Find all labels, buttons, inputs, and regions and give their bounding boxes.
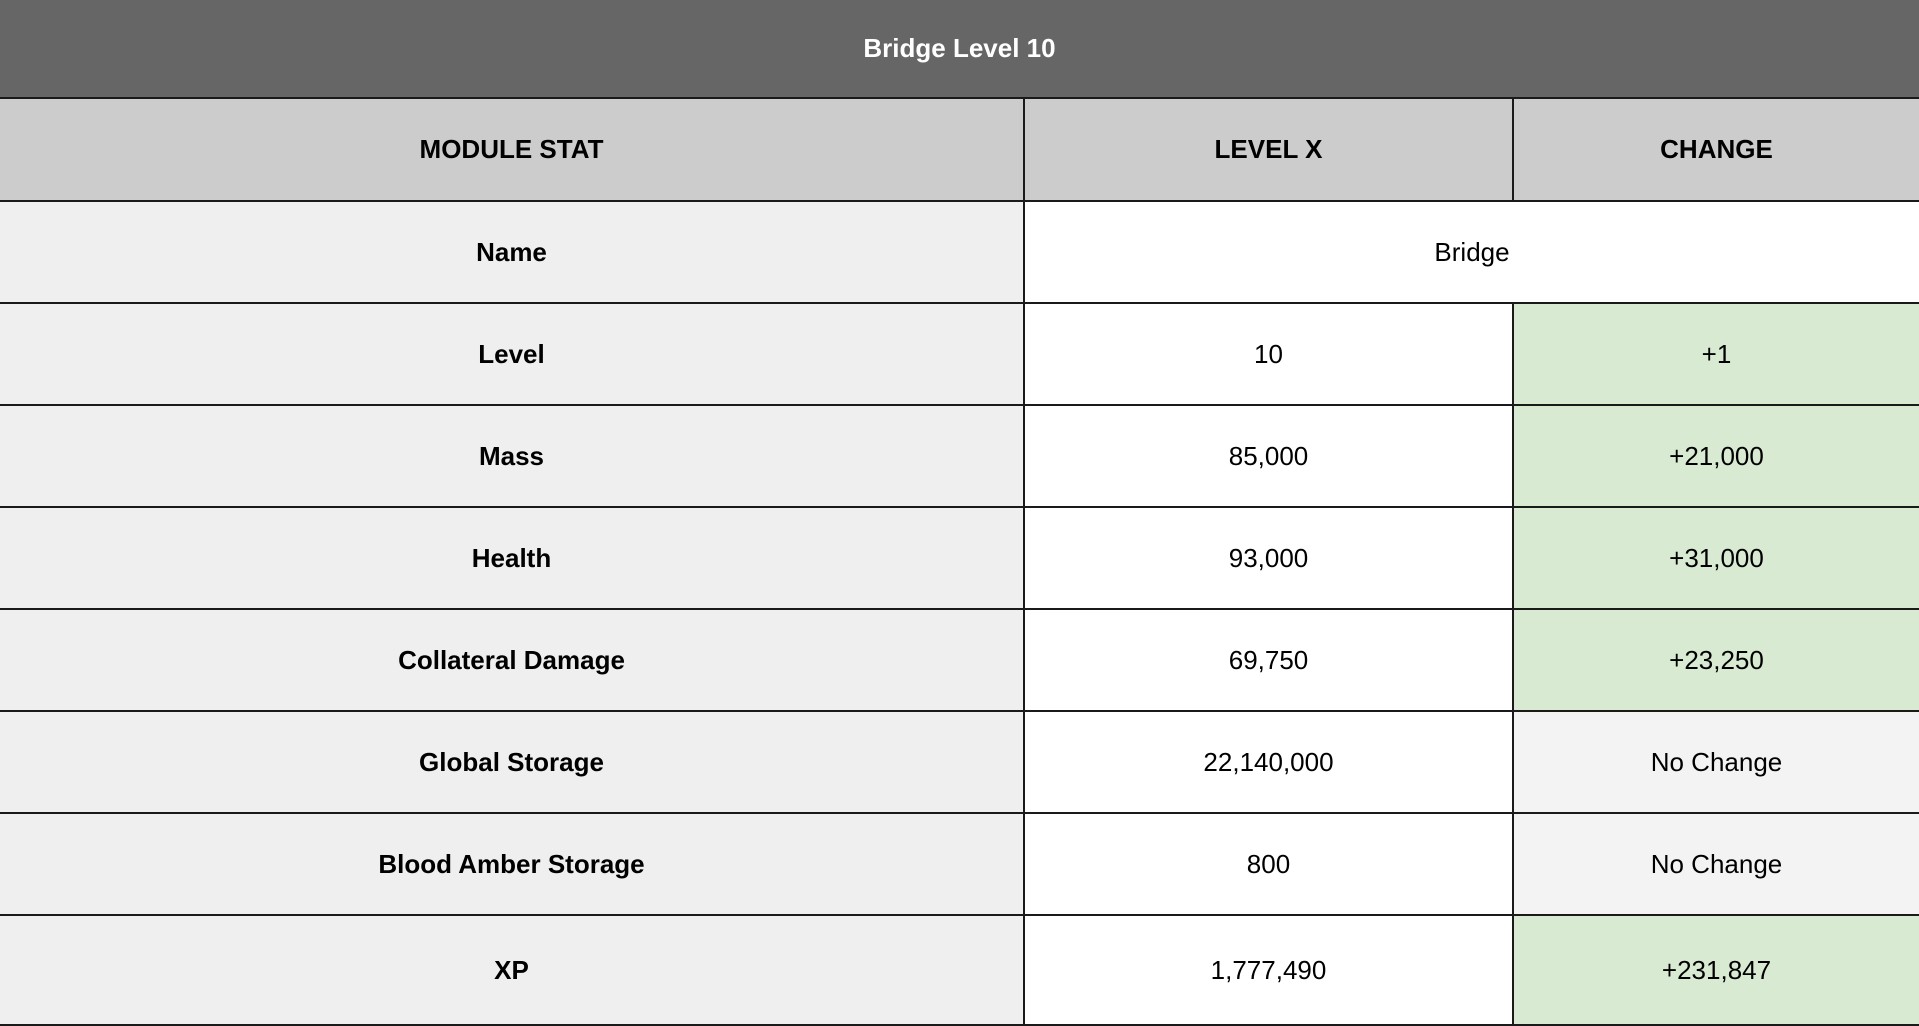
stat-label: Global Storage — [0, 711, 1024, 813]
column-header-stat: MODULE STAT — [0, 99, 1024, 201]
table-title: Bridge Level 10 — [0, 0, 1919, 99]
stat-change: No Change — [1513, 711, 1919, 813]
stat-label: Level — [0, 303, 1024, 405]
stat-value: 800 — [1024, 813, 1513, 915]
stat-label: Blood Amber Storage — [0, 813, 1024, 915]
stat-value: 10 — [1024, 303, 1513, 405]
stat-label: XP — [0, 915, 1024, 1025]
stat-change: No Change — [1513, 813, 1919, 915]
column-header-level: LEVEL X — [1024, 99, 1513, 201]
stat-label: Health — [0, 507, 1024, 609]
module-stats-table — [0, 99, 1919, 1026]
stat-change: +231,847 — [1513, 915, 1919, 1025]
stat-label: Name — [0, 201, 1024, 303]
stat-value: 22,140,000 — [1024, 711, 1513, 813]
module-name-value: Bridge — [1024, 201, 1919, 303]
stat-change: +23,250 — [1513, 609, 1919, 711]
table-row — [0, 507, 1919, 609]
stat-value: 69,750 — [1024, 609, 1513, 711]
stat-change: +1 — [1513, 303, 1919, 405]
header-row — [0, 99, 1919, 201]
table-row — [0, 915, 1919, 1025]
table-row — [0, 303, 1919, 405]
stat-change: +31,000 — [1513, 507, 1919, 609]
stat-value: 1,777,490 — [1024, 915, 1513, 1025]
table-row-name — [0, 201, 1919, 303]
column-header-change: CHANGE — [1513, 99, 1919, 201]
table-row — [0, 609, 1919, 711]
table-row — [0, 405, 1919, 507]
stat-label: Mass — [0, 405, 1024, 507]
stat-label: Collateral Damage — [0, 609, 1024, 711]
table-row — [0, 711, 1919, 813]
stat-value: 93,000 — [1024, 507, 1513, 609]
table-row — [0, 813, 1919, 915]
stat-value: 85,000 — [1024, 405, 1513, 507]
stat-change: +21,000 — [1513, 405, 1919, 507]
